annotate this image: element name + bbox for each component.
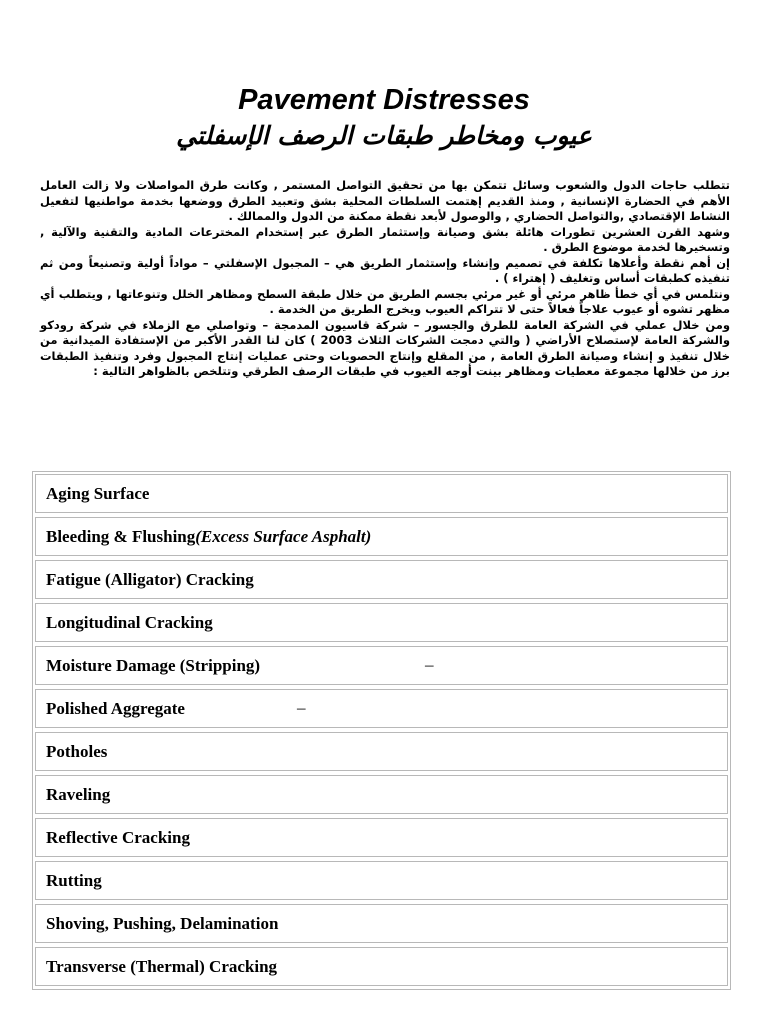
distress-label: Moisture Damage (Stripping) — [46, 655, 261, 675]
dash-mark: – — [297, 698, 306, 717]
distress-label: Potholes — [46, 741, 108, 761]
distress-row-longitudinal-cracking — [35, 603, 728, 642]
distress-label: Reflective Cracking — [46, 827, 190, 847]
distress-note: (Excess Surface Asphalt) — [195, 526, 372, 546]
distress-row-raveling — [35, 775, 728, 814]
arabic-subtitle: عيوب ومخاطر طبقات الرصف الإسفلتي — [176, 121, 592, 150]
intro-text — [40, 178, 730, 380]
distress-row-shoving — [35, 904, 728, 943]
intro-paragraph: إن أهم نقطة وأعلاها تكلفة في تصميم وإنشاء وإستثمار الطريق هي – المجبول الإسفلتي – مواداً أولية وتصنيعاً ومن ثم تنفيذه كطبقات أساس وتغليف ( إهتراء ) . — [40, 255, 730, 285]
page-title: Pavement Distresses — [238, 84, 530, 116]
distress-row-fatigue-cracking — [35, 560, 728, 599]
distress-label: Longitudinal Cracking — [46, 612, 213, 632]
distress-label: Rutting — [46, 870, 102, 890]
distress-row-reflective-cracking — [35, 818, 728, 857]
distress-row-rutting — [35, 861, 728, 900]
distress-label: Shoving, Pushing, Delamination — [46, 913, 279, 933]
intro-paragraph: ونتلمس في أي خطأ ظاهر مرئي أو غير مرئي بجسم الطريق من خلال طبقة السطح ومظاهر الخلل وتنوعاتها , ويتطلب أي مظهر تشوه أو عيوب علاجاً فعالاً حتى لا تتراكم العيوب ويخرج الطريق من الخدمة . — [40, 286, 730, 316]
distress-table — [32, 471, 731, 990]
intro-paragraph: وشهد القرن العشرين تطورات هائلة بشق وصيانة وإستثمار الطرق عبر إستخدام المخترعات المادية والتقنية والآلية , وتسخيرها لخدمة موضوع الطرق . — [40, 224, 730, 254]
distress-row-polished-aggregate — [35, 689, 728, 728]
distress-label: Aging Surface — [46, 483, 150, 503]
distress-label: Bleeding & Flushing — [46, 526, 196, 546]
distress-row-bleeding-flushing — [35, 517, 728, 556]
distress-row-aging-surface — [35, 474, 728, 513]
intro-paragraph: تتطلب حاجات الدول والشعوب وسائل تتمكن بها من تحقيق التواصل المستمر , وكانت طرق المواصلات ولا زالت العامل الأهم في الحضارة الإنسانية , ومنذ القديم إهتمت السلطات المحلية بشق وتعبيد الطرق ووضعها بخدمة مواطنيها لتفعيل النشاط الإقتصادي ,والتواصل الحضاري , والوصول لأبعد نقطة ممكنة من الدول والممالك . — [40, 178, 730, 223]
distress-label: Polished Aggregate — [46, 698, 185, 718]
distress-row-transverse-cracking — [35, 947, 728, 986]
distress-label: Raveling — [46, 784, 111, 804]
distress-row-moisture-damage — [35, 646, 728, 685]
distress-row-potholes — [35, 732, 728, 771]
dash-mark: – — [425, 655, 434, 674]
intro-paragraph: ومن خلال عملي في الشركة العامة للطرق والجسور – شركة قاسيون المدمجة – وتواصلي مع الزملاء في شركة رودكو والشركة العامة لإستصلاح الأراضي ( والتي دمجت الشركات الثلاث 2003 ) كان لنا القدر الأكبر من الإستفادة الميدانية من خلال تنفيذ و إنشاء وصيانة الطرق العامة , من المقلع وإنتاج الحصويات وحتى عمليات إنتاج المجبول وفرد وتنفيذ الطبقات برز من خلالها مجموعة معطيات ومظاهر بينت أوجه العيوب في طبقات الرصف الطرقي وتتلخص بالظواهر التالية : — [40, 317, 730, 378]
distress-label: Fatigue (Alligator) Cracking — [46, 569, 254, 589]
distress-label: Transverse (Thermal) Cracking — [46, 956, 278, 976]
